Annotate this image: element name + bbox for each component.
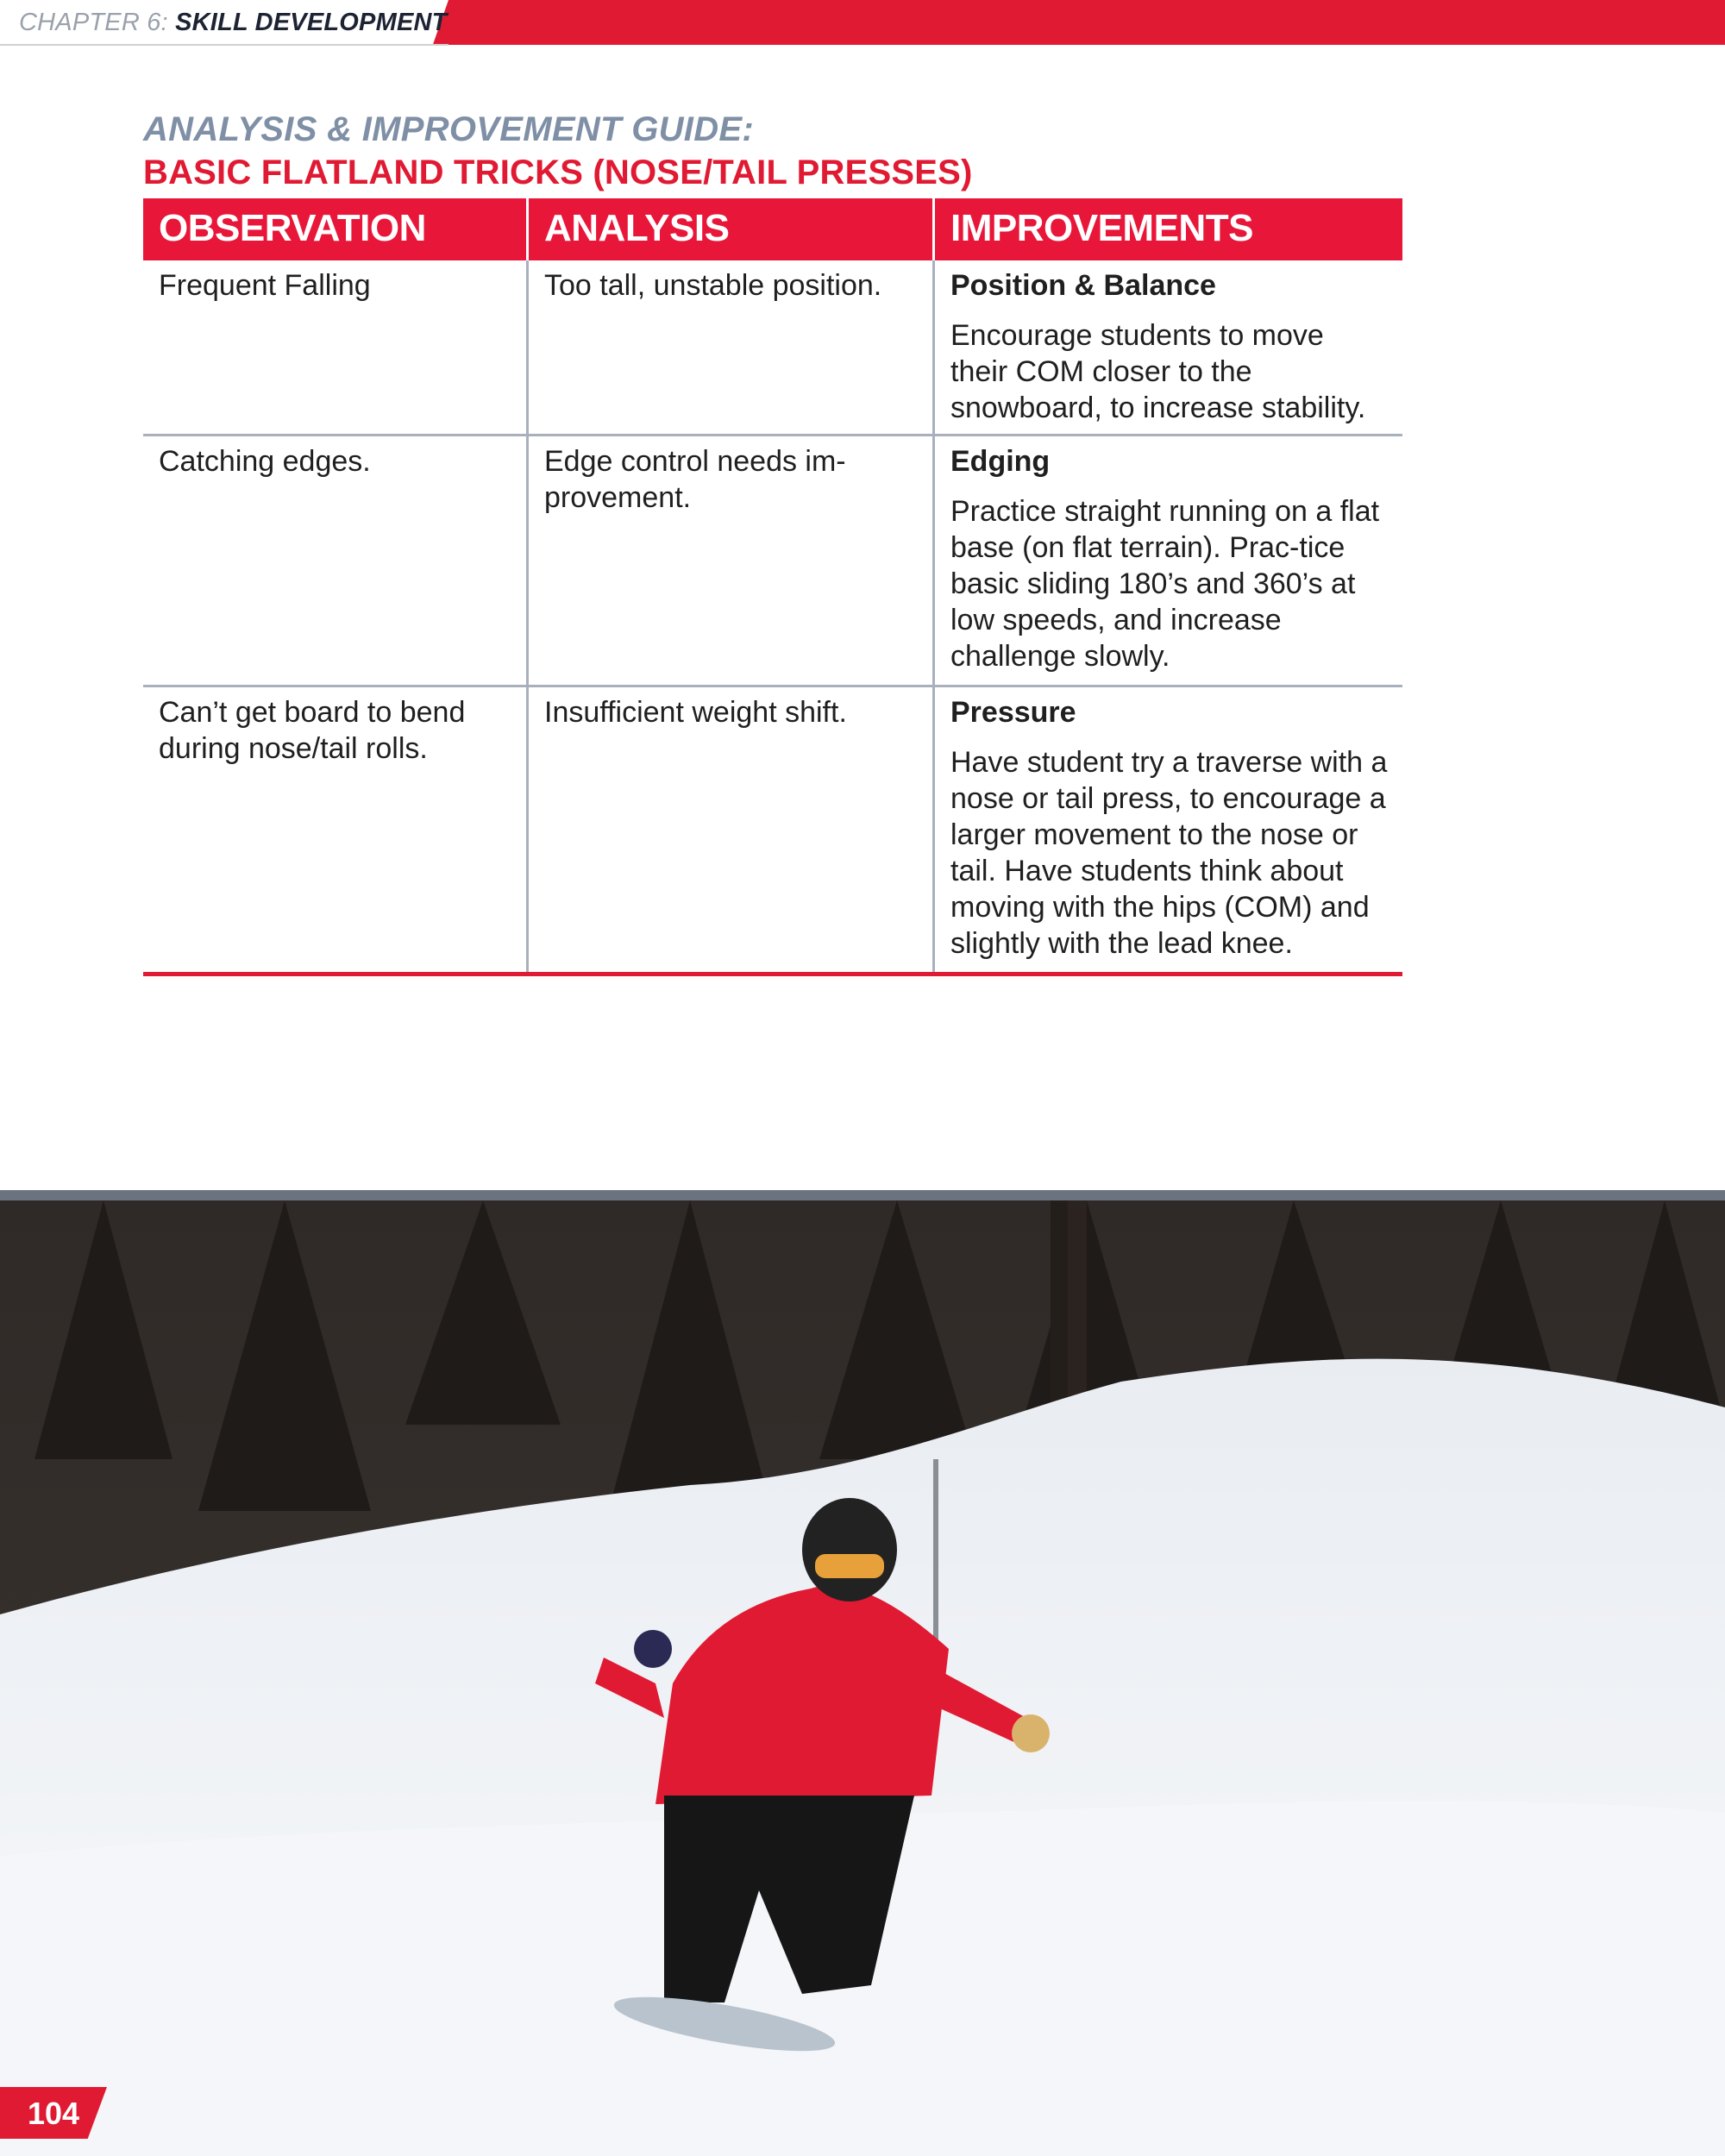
- chapter-label: [19, 9, 448, 37]
- observation-cell: Can’t get board to bend during nose/tail rolls.: [159, 696, 466, 765]
- analysis-cell: Edge control needs im-provement.: [526, 436, 932, 685]
- analysis-table: [143, 198, 1402, 976]
- table-row: [143, 260, 1402, 436]
- improvement-text: Have student try a traverse with a nose or tail press, to encourage a larger movement to the nose or tail. Have students think about moving with the hips (COM) and slightly with the lead knee.: [950, 746, 1388, 960]
- guide-title: ANALYSIS & IMPROVEMENT GUIDE:: [143, 110, 754, 148]
- analysis-cell: Too tall, unstable position.: [526, 260, 932, 435]
- chapter-prefix: CHAPTER 6:: [19, 9, 168, 36]
- table-header: [143, 198, 1402, 260]
- page-number: 104: [28, 2096, 80, 2131]
- improvement-title: Pressure: [950, 696, 1076, 729]
- chapter-tab-underline: [0, 44, 448, 46]
- chapter-name: SKILL DEVELOPMENT: [175, 9, 448, 36]
- column-header-observation: OBSERVATION: [159, 207, 426, 249]
- column-header-improvements: IMPROVEMENTS: [932, 198, 1402, 260]
- observation-cell: Frequent Falling: [159, 269, 371, 302]
- snowboarder-photo: [0, 1200, 1725, 2156]
- improvement-text: Encourage students to move their COM closer to the snowboard, to increase stability.: [950, 319, 1366, 424]
- observation-cell: Catching edges.: [159, 445, 371, 478]
- column-header-analysis: ANALYSIS: [526, 198, 932, 260]
- improvement-cell: [932, 436, 1402, 685]
- improvement-cell: [932, 687, 1402, 972]
- improvement-text: Practice straight running on a flat base (on flat terrain). Prac-tice basic sliding 180’s and 360’s at low speeds, and increase challenge slowly.: [950, 495, 1380, 673]
- analysis-cell: Insufficient weight shift.: [526, 687, 932, 972]
- table-row: [143, 687, 1402, 976]
- improvement-title: Edging: [950, 445, 1051, 478]
- table-row: [143, 436, 1402, 687]
- guide-subtitle: BASIC FLATLAND TRICKS (NOSE/TAIL PRESSES): [143, 154, 973, 191]
- photo-top-border: [0, 1190, 1725, 1200]
- improvement-cell: [932, 260, 1402, 435]
- improvement-title: Position & Balance: [950, 269, 1216, 302]
